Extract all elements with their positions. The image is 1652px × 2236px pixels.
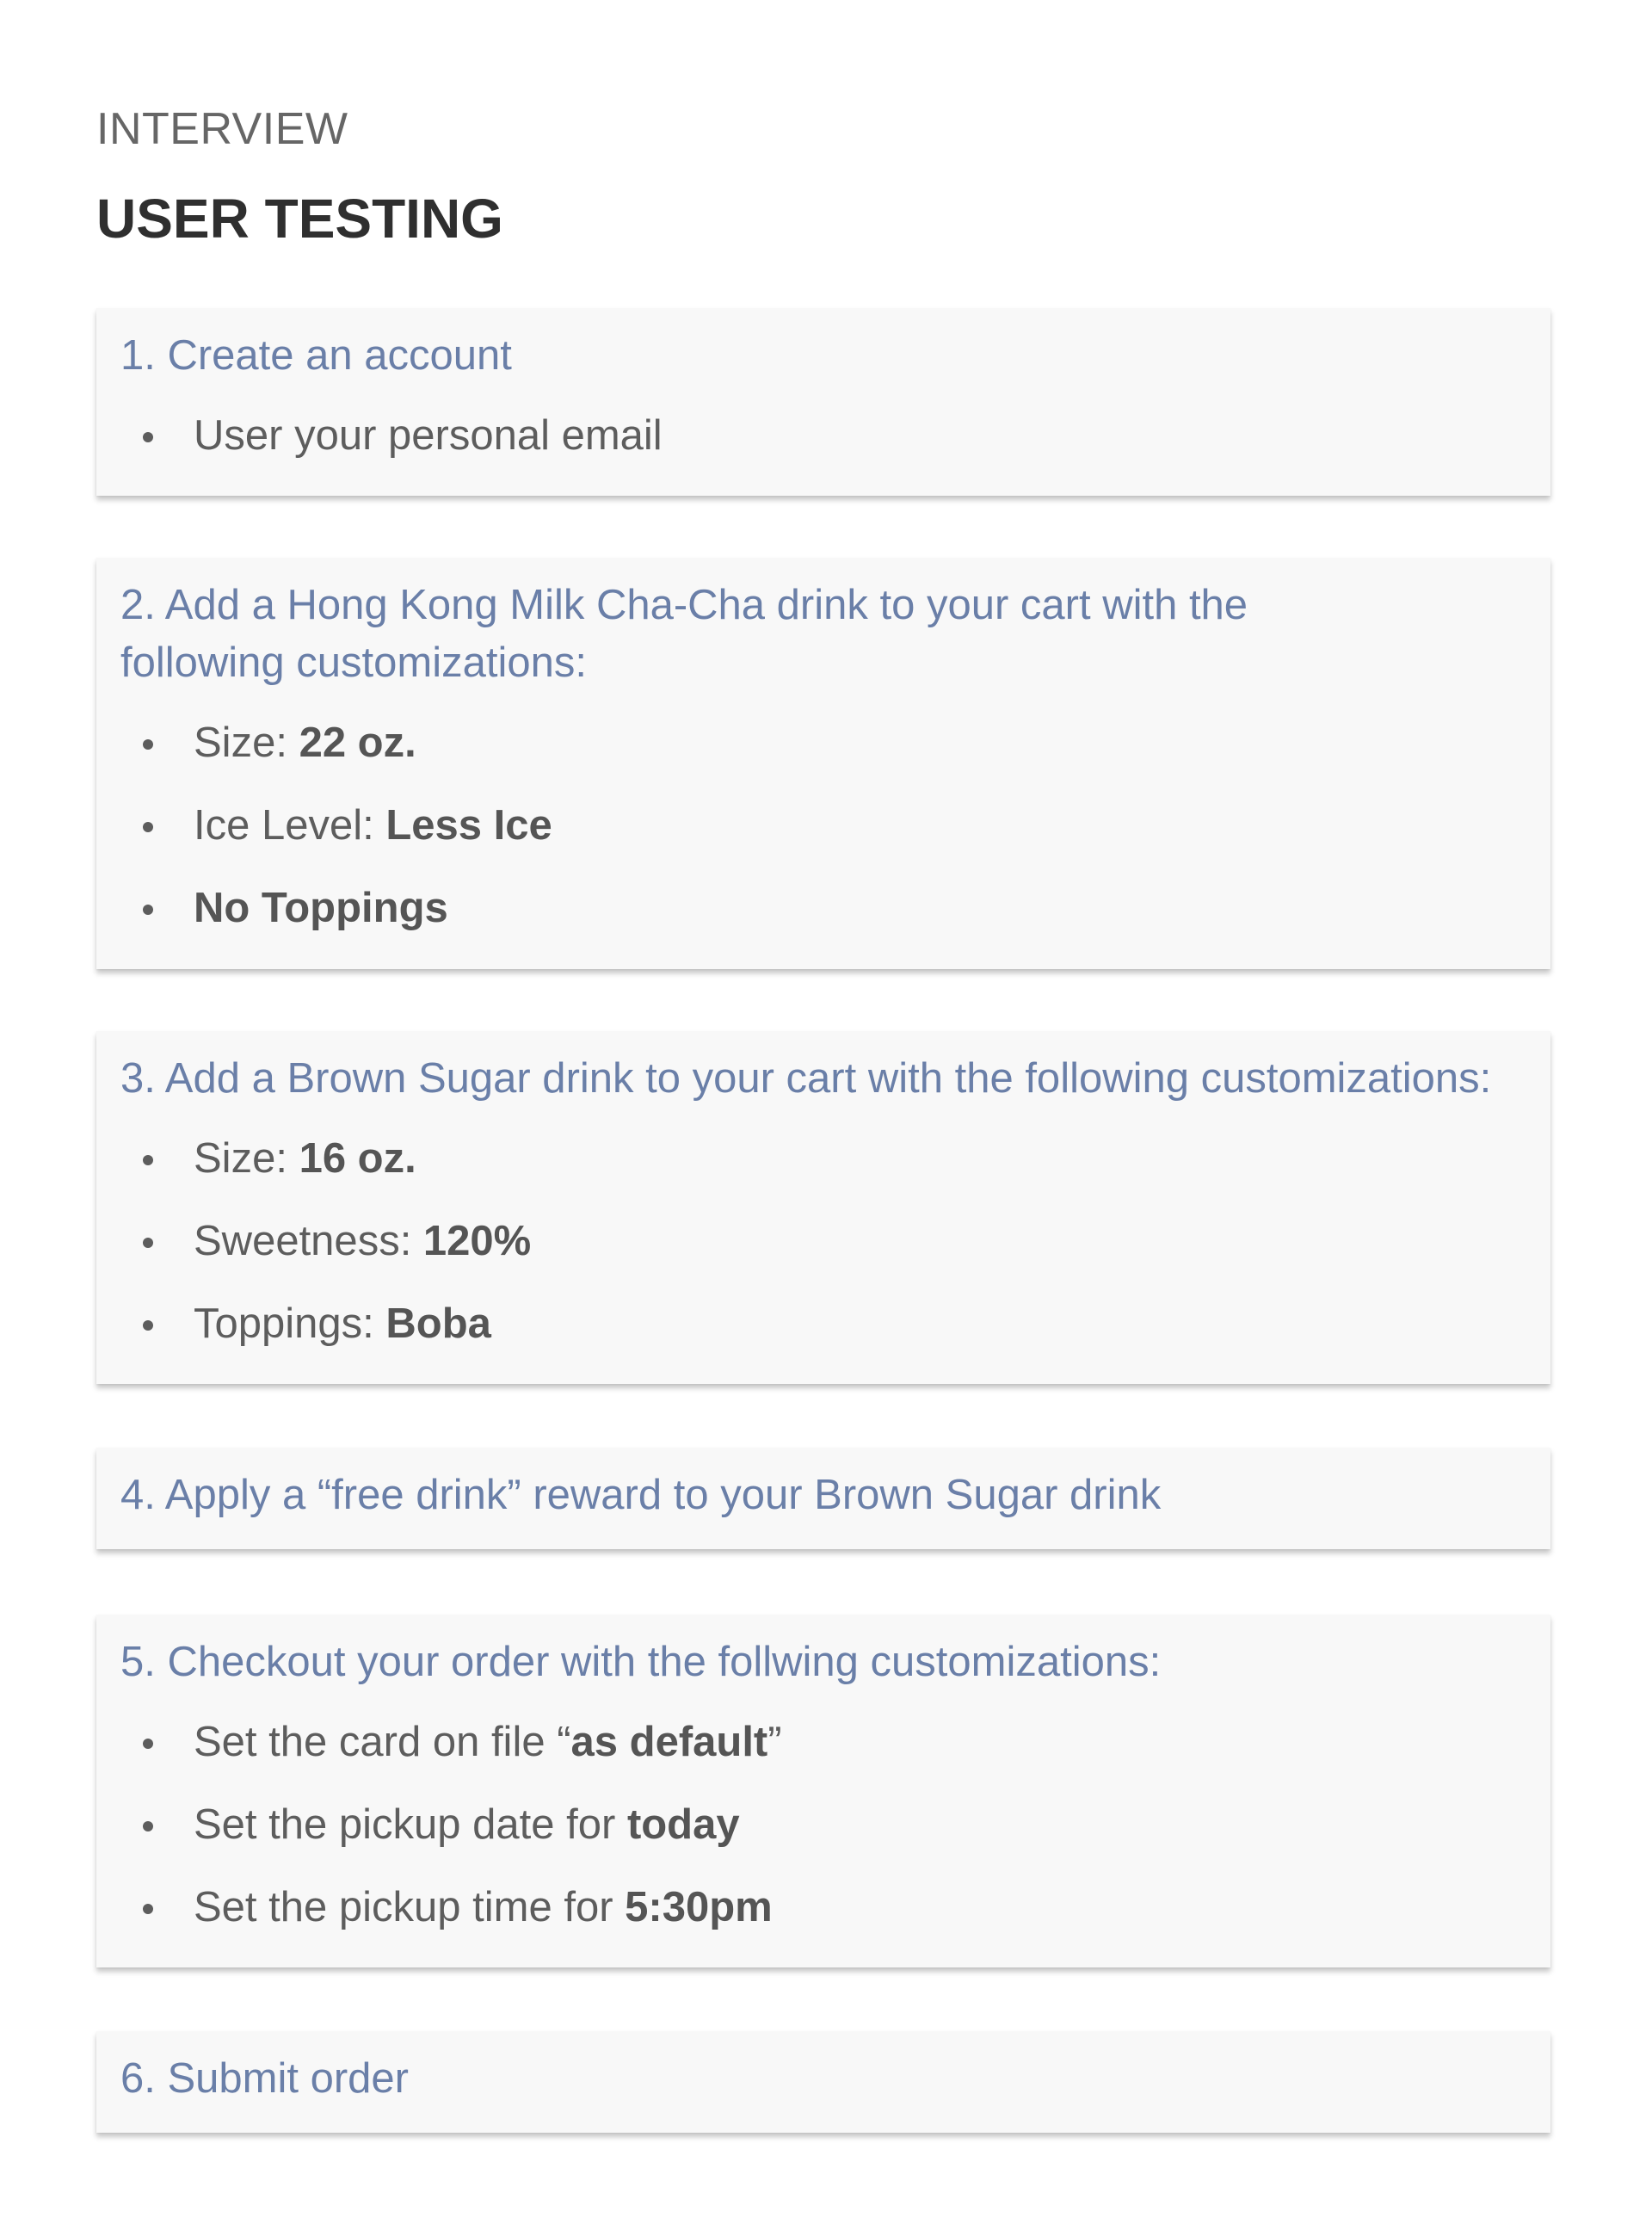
- list-item: Size: 16 oz.: [120, 1130, 1526, 1187]
- list-item: Set the card on file “as default”: [120, 1714, 1526, 1770]
- task-title: 1. Create an account: [120, 332, 512, 379]
- task-title: 6. Submit order: [120, 2055, 409, 2102]
- section-kicker: INTERVIEW: [96, 104, 348, 154]
- list-item: Toppings: Boba: [120, 1295, 1526, 1352]
- list-item: User your personal email: [120, 407, 1526, 464]
- task-title: 4. Apply a “free drink” reward to your Brown Sugar drink: [120, 1472, 1162, 1518]
- list-item: Sweetness: 120%: [120, 1213, 1526, 1269]
- list-item: Set the pickup date for today: [120, 1796, 1526, 1853]
- list-item: Set the pickup time for 5:30pm: [120, 1879, 1526, 1936]
- task-card-2: [96, 558, 1550, 969]
- task-card-5: [96, 1615, 1550, 1967]
- task-list: [120, 714, 1526, 936]
- task-card-6: [96, 2031, 1550, 2133]
- task-title: 5. Checkout your order with the follwing customizations:: [120, 1639, 1162, 1685]
- task-card-1: [96, 308, 1550, 496]
- list-item: Ice Level: Less Ice: [120, 797, 1526, 854]
- task-list: [120, 407, 1526, 464]
- task-list: [120, 1714, 1526, 1936]
- page-title: USER TESTING: [96, 188, 503, 250]
- task-title: 3. Add a Brown Sugar drink to your cart with the following customizations:: [120, 1055, 1492, 1102]
- task-list: [120, 1130, 1526, 1352]
- task-card-4: [96, 1448, 1550, 1549]
- task-title: 2. Add a Hong Kong Milk Cha-Cha drink to your cart with the following customizations:: [120, 582, 1248, 686]
- task-card-3: [96, 1031, 1550, 1384]
- list-item: Size: 22 oz.: [120, 714, 1526, 771]
- list-item: No Toppings: [120, 880, 1526, 936]
